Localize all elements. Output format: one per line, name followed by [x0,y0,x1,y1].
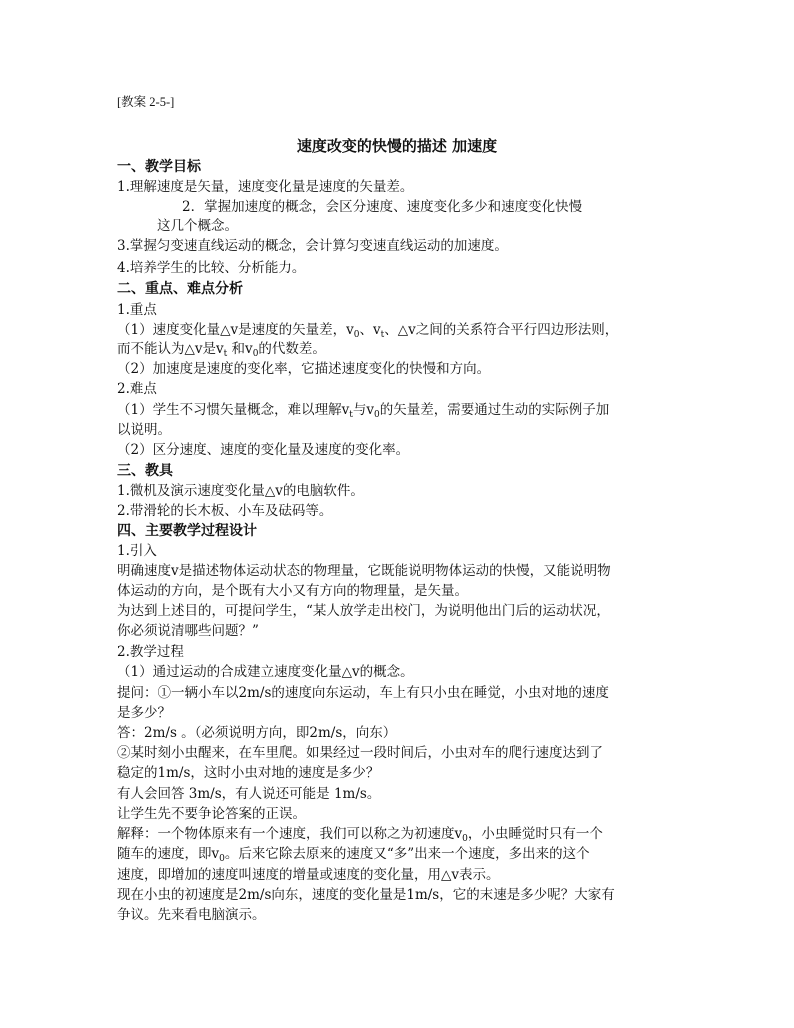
explanation-line-2: 随车的速度，即$v_0$。后来它除去原来的速度又“多”出来一个速度，多出来的这个 [117,846,590,864]
objective-4: 4.培养学生的比较、分析能力。 [117,260,306,276]
question-1-line-2: 是多少？ [117,705,171,721]
note-1: 让学生先不要争论答案的正误。 [117,806,306,822]
section-heading-process: 四、主要教学过程设计 [117,523,257,539]
section-heading-objectives: 一、教学目标 [117,159,201,175]
explanation-line-3: 速度，即增加的速度叫速度的增量或速度的变化量，用△v表示。 [117,867,500,883]
key-point-1-line-2: 而不能认为△v是$v_t$ 和$v_0$的代数差。 [117,341,326,359]
question-2-line-2: 稳定的1m/s，这时小虫对地的速度是多少？ [117,765,380,781]
objective-2-line-1: 2．掌握加速度的概念，会区分速度、速度变化多少和速度变化快慢 [182,199,583,215]
objective-2-line-2: 这几个概念。 [157,218,238,234]
process-label: 2.教学过程 [117,644,184,660]
objective-1: 1.理解速度是矢量，速度变化量是速度的矢量差。 [117,179,414,195]
question-2-line-1: ②某时刻小虫醒来，在车里爬。如果经过一段时间后，小虫对车的爬行速度达到了 [117,745,603,761]
section-heading-analysis: 二、重点、难点分析 [117,281,243,297]
intro-paragraph-line-2: 体运动的方向，是个既有大小又有方向的物理量，是矢量。 [117,583,468,599]
difficulty-1-line-1: （1）学生不习惯矢量概念，难以理解$v_t$与$v_0$的矢量差，需要通过生动的实际例子加 [117,402,610,420]
explanation-line-5: 争议。先来看电脑演示。 [117,907,266,923]
difficulty-1-line-2: 以说明。 [117,422,171,438]
tool-1: 1.微机及演示速度变化量△v的电脑软件。 [117,483,364,499]
difficulty-label: 2.难点 [117,381,157,397]
answer-1: 答：2m/s 。（必须说明方向，即2m/s，向东） [117,725,397,741]
section-heading-tools: 三、教具 [117,463,173,479]
document-title: 速度改变的快慢的描述 加速度 [296,137,498,155]
key-point-1-line-1: （1）速度变化量△v是速度的矢量差，$v_0$、$v_t$、△v之间的关系符合平行四边形法则， [117,322,619,340]
answer-2: 有人会回答 3m/s，有人说还可能是 1m/s。 [117,786,381,802]
objective-3: 3.掌握匀变速直线运动的概念，会计算匀变速直线运动的加速度。 [117,238,508,254]
intro-paragraph-line-1: 明确速度v是描述物体运动状态的物理量，它既能说明物体运动的快慢，又能说明物 [117,563,611,579]
lesson-code: [教案 2-5-] [117,95,175,109]
intro-label: 1.引入 [117,543,157,559]
key-point-label: 1.重点 [117,302,157,318]
difficulty-2: （2）区分速度、速度的变化量及速度的变化率。 [117,442,410,458]
intro-question-line-2: 你必须说清哪些问题？” [117,623,259,639]
explanation-line-1: 解释：一个物体原来有一个速度，我们可以称之为初速度$v_0$，小虫睡觉时只有一个 [117,826,603,844]
key-point-2: （2）加速度是速度的变化率，它描述速度变化的快慢和方向。 [117,361,491,377]
intro-question-line-1: 为达到上述目的，可提问学生，“某人放学走出校门，为说明他出门后的运动状况， [117,603,610,619]
process-step-1: （1）通过运动的合成建立速度变化量△v的概念。 [117,664,414,680]
explanation-line-4: 现在小虫的初速度是2m/s向东，速度的变化量是1m/s，它的末速是多少呢？大家有 [117,887,615,903]
tool-2: 2.带滑轮的长木板、小车及砝码等。 [117,503,333,519]
question-1-line-1: 提问：①一辆小车以2m/s的速度向东运动，车上有只小虫在睡觉，小虫对地的速度 [117,685,609,701]
